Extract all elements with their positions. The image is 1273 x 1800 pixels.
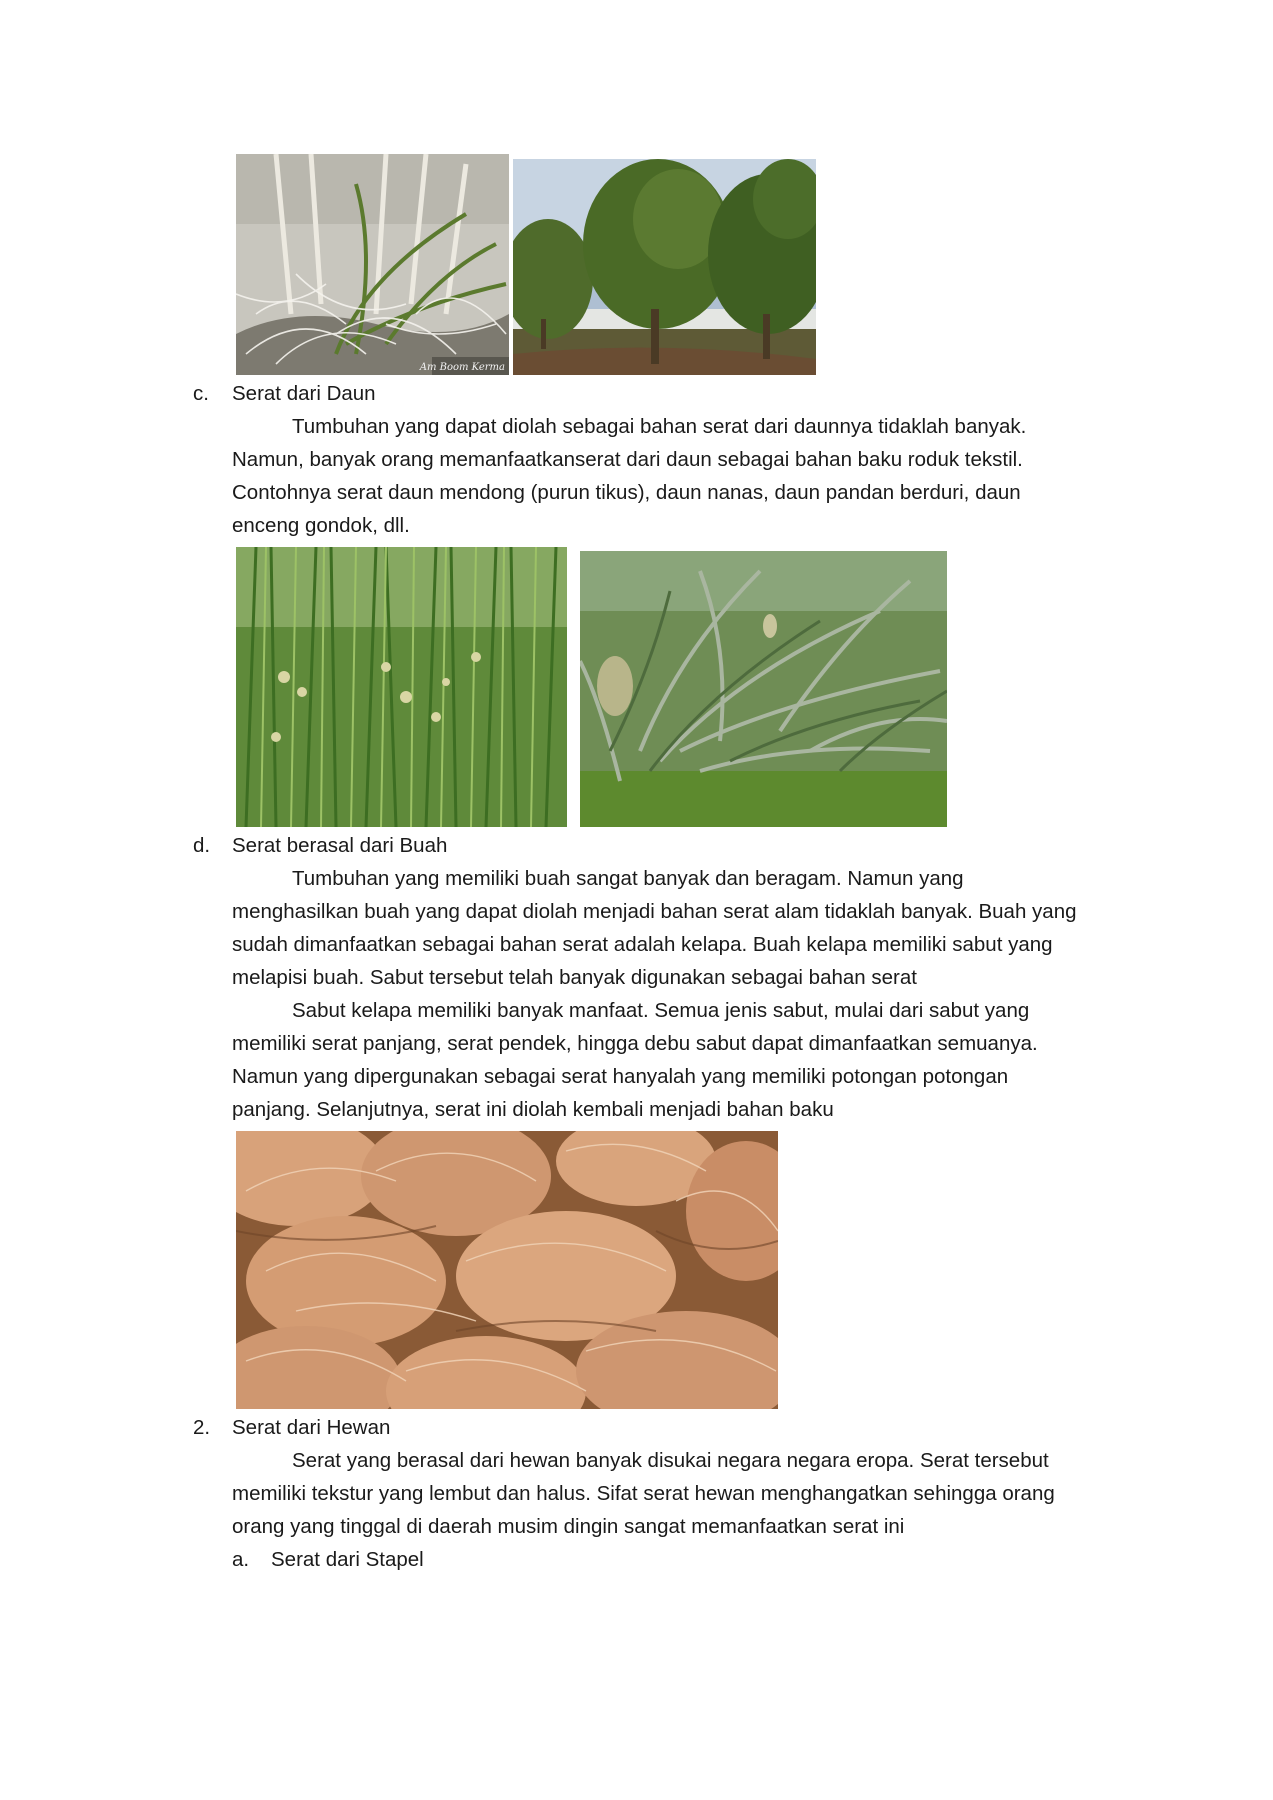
heading-serat-stapel: Serat dari Stapel (271, 1548, 424, 1571)
coconut-husk-photo (236, 1131, 778, 1409)
orchid-roots-photo (236, 154, 509, 375)
paragraph-line: Tumbuhan yang memiliki buah sangat banyak dan beragam. Namun yang (292, 867, 964, 890)
mendong-grass-photo (236, 547, 567, 827)
paragraph-line: Serat yang berasal dari hewan banyak disukai negara negara eropa. Serat tersebut (292, 1449, 1049, 1472)
heading-serat-daun: Serat dari Daun (232, 382, 376, 405)
photo-watermark: Am Boom Kerma (419, 362, 505, 373)
paragraph-line: panjang. Selanjutnya, serat ini diolah kembali menjadi bahan baku (232, 1098, 834, 1121)
tree-landscape-photo (513, 159, 816, 375)
pineapple-plant-photo (580, 551, 947, 827)
paragraph-line: enceng gondok, dll. (232, 514, 410, 537)
heading-serat-hewan: Serat dari Hewan (232, 1416, 391, 1439)
paragraph-line: Namun yang dipergunakan sebagai serat hanyalah yang memiliki potongan potongan (232, 1065, 1009, 1088)
paragraph-line: Tumbuhan yang dapat diolah sebagai bahan serat dari daunnya tidaklah banyak. (292, 415, 1027, 438)
paragraph-line: menghasilkan buah yang dapat diolah menjadi bahan serat alam tidaklah banyak. Buah yang (232, 900, 1077, 923)
paragraph-line: orang yang tinggal di daerah musim dingin sangat memanfaatkan serat ini (232, 1515, 905, 1538)
list-marker-d: d. (193, 834, 211, 857)
paragraph-line: Sabut kelapa memiliki banyak manfaat. Semua jenis sabut, mulai dari sabut yang (292, 999, 1030, 1022)
list-marker-2: 2. (193, 1416, 211, 1439)
heading-serat-buah: Serat berasal dari Buah (232, 834, 448, 857)
paragraph-line: melapisi buah. Sabut tersebut telah banyak digunakan sebagai bahan serat (232, 966, 917, 989)
paragraph-line: memiliki serat panjang, serat pendek, hingga debu sabut dapat dimanfaatkan semuanya. (232, 1032, 1038, 1055)
paragraph-line: Namun, banyak orang memanfaatkanserat dari daun sebagai bahan baku roduk tekstil. (232, 448, 1023, 471)
paragraph-line: Contohnya serat daun mendong (purun tikus), daun nanas, daun pandan berduri, daun (232, 481, 1021, 504)
list-marker-a: a. (232, 1548, 250, 1571)
paragraph-line: sudah dimanfaatkan sebagai bahan serat adalah kelapa. Buah kelapa memiliki sabut yang (232, 933, 1053, 956)
list-marker-c: c. (193, 382, 209, 405)
paragraph-line: memiliki tekstur yang lembut dan halus. Sifat serat hewan menghangatkan sehingga orang (232, 1482, 1055, 1505)
